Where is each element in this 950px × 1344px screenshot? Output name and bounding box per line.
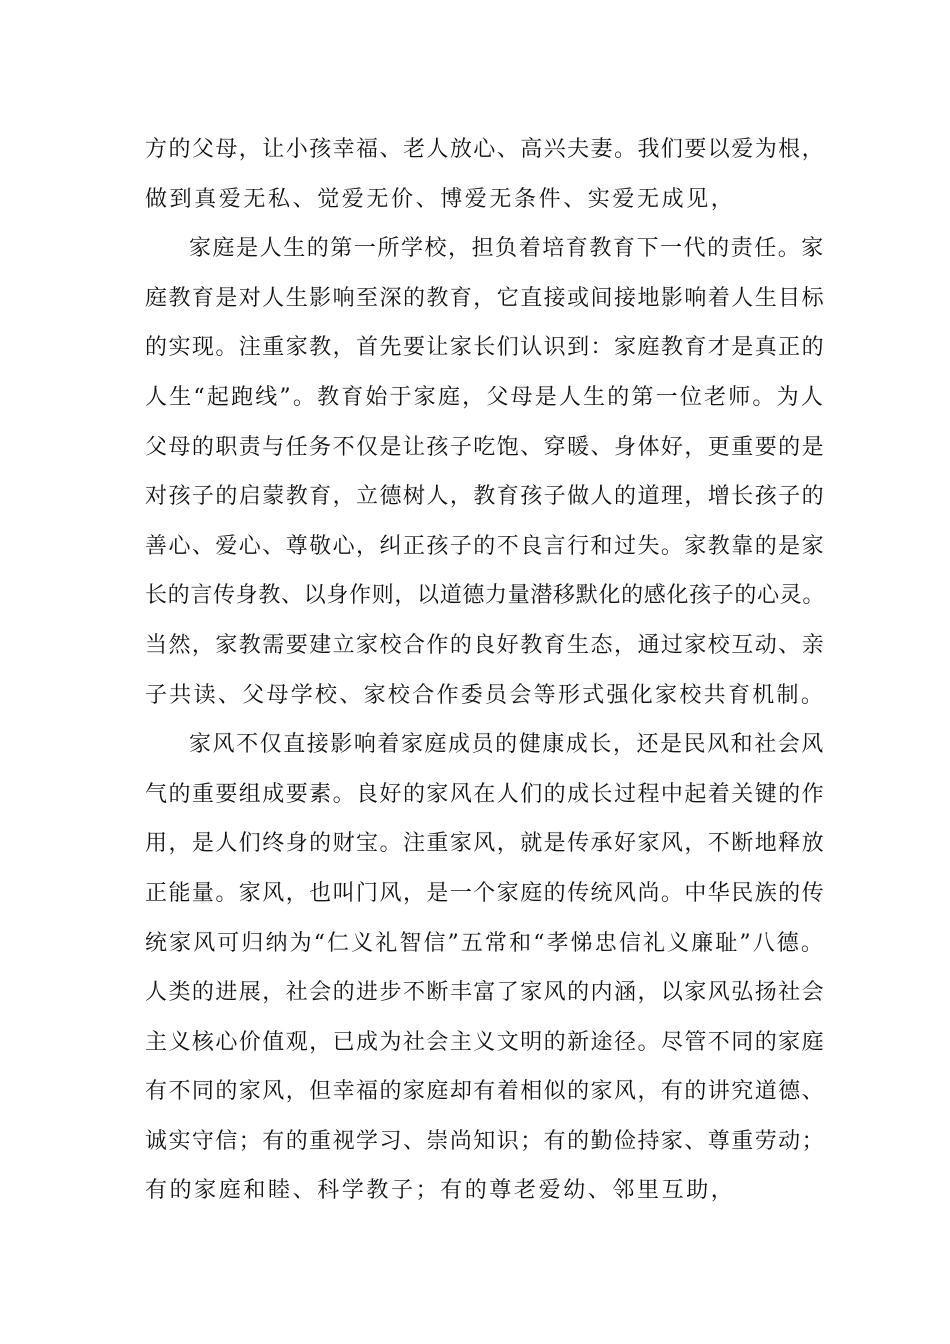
text-line: 统家风可归纳为“仁义礼智信”五常和“孝悌忠信礼义廉耻”八德。 <box>145 930 825 956</box>
text-line: 方的父母，让小孩幸福、老人放心、高兴夫妻。我们要以爱为根， <box>145 137 826 162</box>
text-line: 用，是人们终身的财宝。注重家风，就是传承好家风，不断地释放 <box>145 831 826 857</box>
text-line: 的实现。注重家教，首先要让家长们认识到：家庭教育才是真正的 <box>145 335 826 361</box>
text-line: 善心、爱心、尊敬心，纠正孩子的不良言行和过失。家教靠的是家 <box>145 533 826 559</box>
text-line: 人类的进展，社会的进步不断丰富了家风的内涵，以家风弘扬社会 <box>145 980 826 1006</box>
text-line: 有不同的家风，但幸福的家庭却有着相似的家风，有的讲究道德、 <box>145 1079 826 1105</box>
text-line: 做到真爱无私、觉爱无价、博爱无条件、实爱无成见， <box>145 186 736 212</box>
paragraph-first-line: 家庭是人生的第一所学校，担负着培育教育下一代的责任。家 <box>189 236 825 262</box>
text-line: 子共读、父母学校、家校合作委员会等形式强化家校共育机制。 <box>145 682 826 708</box>
text-line: 诚实守信；有的重视学习、崇尚知识；有的勤俭持家、尊重劳动； <box>145 1128 826 1154</box>
text-line: 长的言传身教、以身作则，以道德力量潜移默化的感化孩子的心灵。 <box>145 583 826 609</box>
text-line: 人生“起跑线”。教育始于家庭，父母是人生的第一位老师。为人 <box>145 384 826 410</box>
paragraph-first-line: 家风不仅直接影响着家庭成员的健康成长，还是民风和社会风 <box>189 732 825 758</box>
text-line: 主义核心价值观，已成为社会主义文明的新途径。尽管不同的家庭 <box>145 1029 826 1055</box>
text-line: 当然，家教需要建立家校合作的良好教育生态，通过家校互动、亲 <box>145 632 826 658</box>
text-line: 正能量。家风，也叫门风，是一个家庭的传统风尚。中华民族的传 <box>145 880 826 906</box>
text-line: 庭教育是对人生影响至深的教育，它直接或间接地影响着人生目标 <box>145 285 826 311</box>
document-body <box>145 125 825 1216</box>
text-line: 有的家庭和睦、科学教子；有的尊老爱幼、邻里互助， <box>145 1178 736 1204</box>
text-line: 气的重要组成要素。良好的家风在人们的成长过程中起着关键的作 <box>145 781 826 807</box>
text-line: 父母的职责与任务不仅是让孩子吃饱、穿暖、身体好，更重要的是 <box>145 434 826 460</box>
text-line: 对孩子的启蒙教育，立德树人，教育孩子做人的道理，增长孩子的 <box>145 484 826 510</box>
